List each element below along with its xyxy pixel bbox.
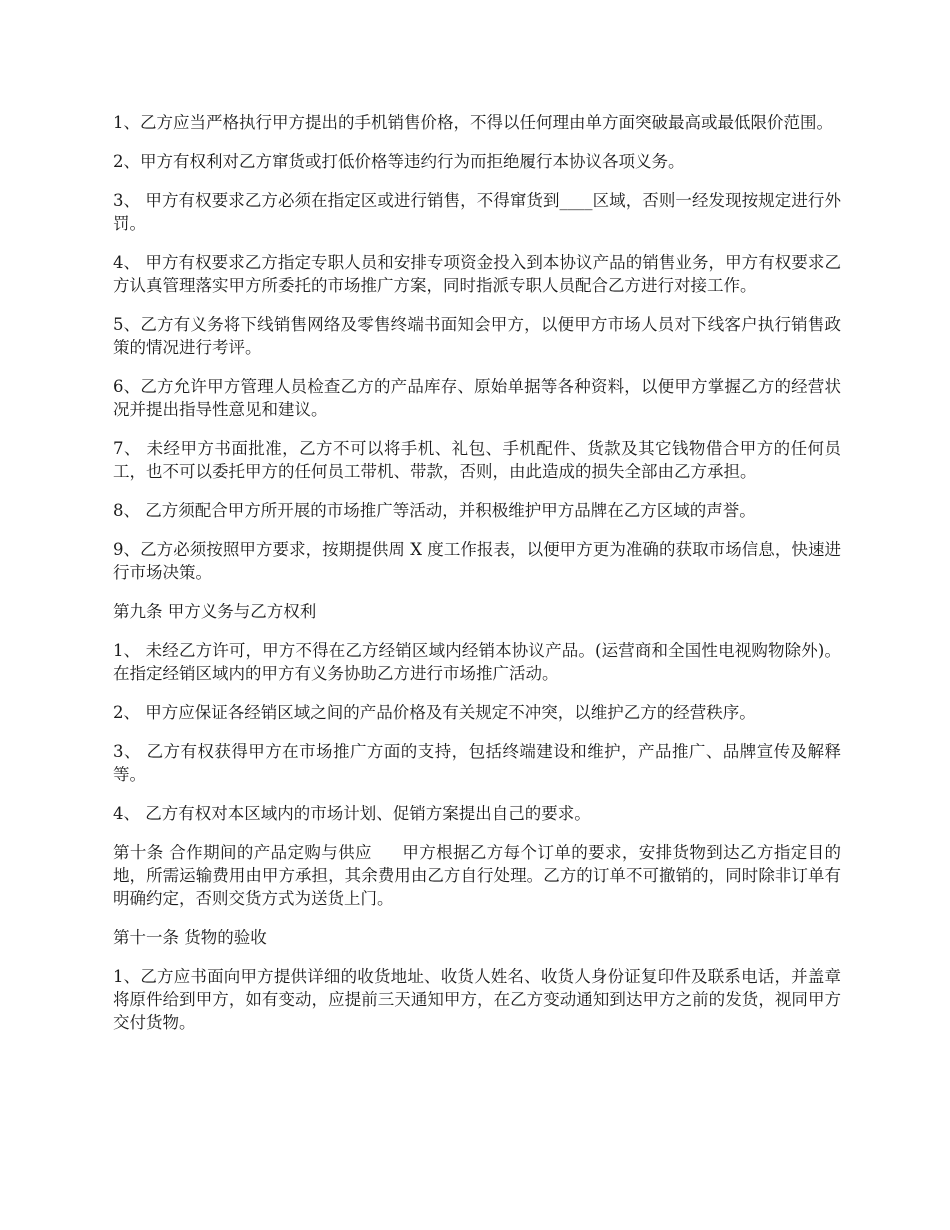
clause-10-paragraph — [113, 841, 841, 910]
document-body — [113, 111, 841, 1050]
clause-11-item-1: 1、乙方应书面向甲方提供详细的收货地址、收货人姓名、收货人身份证复印件及联系电话，并盖章将原件给到甲方，如有变动，应提前三天通知甲方，在乙方变动通知到达甲方之前的发货，视同甲方交付货物。 — [113, 967, 841, 1032]
clause-9-item-4: 4、 乙方有权对本区域内的市场计划、促销方案提出自己的要求。 — [113, 804, 591, 823]
clause-8-item-2: 2、甲方有权利对乙方窜货或打低价格等违约行为而拒绝履行本协议各项义务。 — [113, 152, 685, 171]
clause-10-body: 甲方根据乙方每个订单的要求，安排货物到达乙方指定目的地，所需运输费用由甲方承担，其余费用由乙方自行处理。乙方的订单不可撤销的，同时除非订单有明确约定，否则交货方式为送货上门。 — [113, 843, 841, 908]
clause-9-item-1: 1、 未经乙方许可，甲方不得在乙方经销区域内经销本协议产品。(运营商和全国性电视购物除外)。在指定经销区域内的甲方有义务协助乙方进行市场推广活动。 — [113, 641, 841, 683]
clause-9-item-2: 2、 甲方应保证各经销区域之间的产品价格及有关规定不冲突，以维护乙方的经营秩序。 — [113, 703, 756, 722]
section-heading-10: 第十条 合作期间的产品定购与供应 — [113, 843, 372, 862]
clause-8-item-5: 5、乙方有义务将下线销售网络及零售终端书面知会甲方，以便甲方市场人员对下线客户执行销售政策的情况进行考评。 — [113, 315, 841, 357]
clause-9-item-3: 3、 乙方有权获得甲方在市场推广方面的支持，包括终端建设和维护，产品推广、品牌宣传及解释等。 — [113, 742, 841, 784]
section-heading-9: 第九条 甲方义务与乙方权利 — [113, 602, 317, 621]
clause-8-item-6: 6、乙方允许甲方管理人员检查乙方的产品库存、原始单据等各种资料，以便甲方掌握乙方的经营状况并提出指导性意见和建议。 — [113, 377, 841, 419]
clause-8-item-8: 8、 乙方须配合甲方所开展的市场推广等活动，并积极维护甲方品牌在乙方区域的声誉。 — [113, 501, 756, 520]
clause-8-item-4: 4、 甲方有权要求乙方指定专职人员和安排专项资金投入到本协议产品的销售业务，甲方有权要求乙方认真管理落实甲方所委托的市场推广方案，同时指派专职人员配合乙方进行对接工作。 — [113, 253, 841, 295]
clause-8-item-3: 3、 甲方有权要求乙方必须在指定区或进行销售，不得窜货到____区域，否则一经发现按规定进行外罚。 — [113, 191, 841, 233]
clause-8-item-9: 9、乙方必须按照甲方要求，按期提供周 X 度工作报表，以便甲方更为准确的获取市场信息，快速进行市场决策。 — [113, 540, 841, 582]
clause-8-item-1: 1、乙方应当严格执行甲方提出的手机销售价格，不得以任何理由单方面突破最高或最低限价范围。 — [113, 113, 833, 132]
clause-8-item-7: 7、 未经甲方书面批准，乙方不可以将手机、礼包、手机配件、货款及其它钱物借合甲方的任何员工，也不可以委托甲方的任何员工带机、带款，否则，由此造成的损失全部由乙方承担。 — [113, 439, 841, 481]
section-heading-11: 第十一条 货物的验收 — [113, 928, 267, 947]
